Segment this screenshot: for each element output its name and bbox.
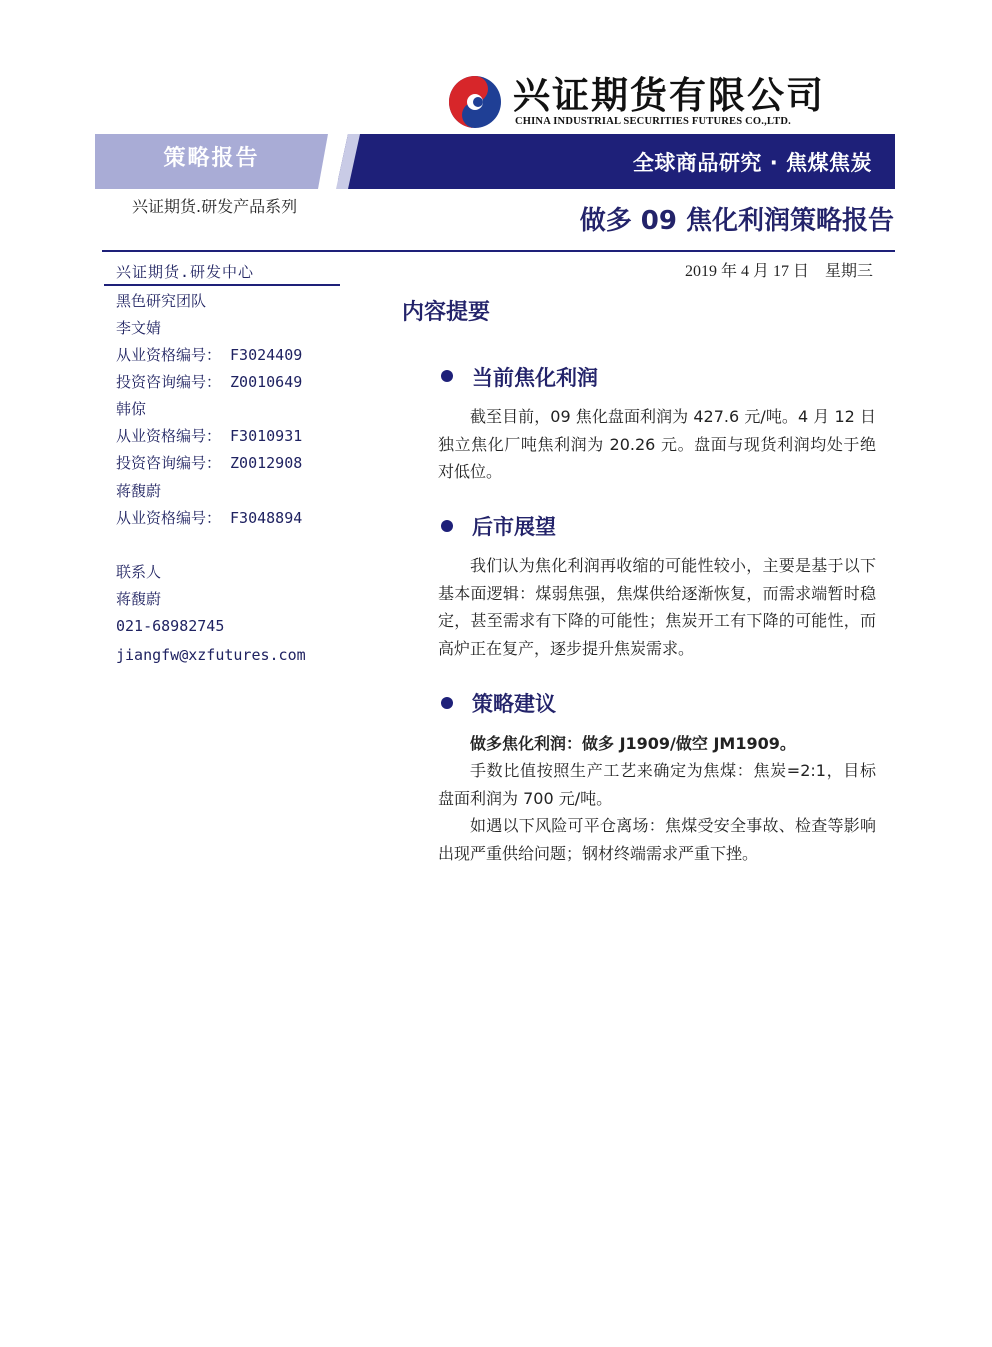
company-name-en: CHINA INDUSTRIAL SECURITIES FUTURES CO.,LTD.: [515, 116, 791, 127]
bullet-icon: [441, 520, 453, 532]
section-title-strategy: 策略建议: [472, 692, 556, 716]
report-category: 全球商品研究 · 焦煤焦炭: [632, 151, 872, 175]
company-logo-icon: [447, 74, 503, 130]
bullet-icon: [441, 370, 453, 382]
sidebar-analyst-name: 韩倞: [116, 400, 147, 418]
sidebar-analyst-name: 李文婧: [116, 319, 162, 337]
sidebar-license: 从业资格编号： F3048894: [116, 509, 303, 527]
section-title-current-profit: 当前焦化利润: [472, 366, 598, 390]
sidebar-contact-phone: 021-68982745: [116, 617, 225, 635]
section-title-outlook: 后市展望: [472, 515, 556, 539]
sidebar-license: 从业资格编号： F3010931: [116, 427, 303, 445]
sidebar-contact-email[interactable]: jiangfw@xzfutures.com: [116, 646, 306, 664]
sidebar-license: 投资咨询编号： Z0010649: [116, 373, 303, 391]
company-name-cn: 兴证期货有限公司: [513, 74, 825, 117]
header-divider: [102, 250, 895, 252]
document-title: 做多 09 焦化利润策略报告: [579, 206, 894, 236]
sidebar-org: 兴证期货.研发中心: [116, 263, 255, 281]
summary-title: 内容提要: [402, 300, 491, 325]
sidebar-license: 投资咨询编号： Z0012908: [116, 454, 303, 472]
report-type-label: 策略报告: [163, 146, 260, 171]
sidebar-license: 从业资格编号： F3024409: [116, 346, 303, 364]
sidebar-analyst-name: 蒋馥蔚: [116, 482, 162, 500]
bullet-icon: [441, 697, 453, 709]
section-paragraph: 我们认为焦化利润再收缩的可能性较小，主要是基于以下基本面逻辑：煤弱焦强，焦煤供给逐渐恢复，而需求端暂时稳定，甚至需求有下降的可能性；焦炭开工有下降的可能性，而高炉正在复产，逐步提升焦炭需求。: [438, 556, 876, 658]
section-paragraph: 截至目前，09 焦化盘面利润为 427.6 元/吨。4 月 12 日独立焦化厂吨焦利润为 20.26 元。盘面与现货利润均处于绝对低位。: [438, 407, 876, 481]
sidebar-contact-name: 蒋馥蔚: [116, 590, 162, 608]
product-series: 兴证期货.研发产品系列: [132, 197, 298, 216]
sidebar-divider: [104, 284, 340, 286]
sidebar-team: 黑色研究团队: [116, 292, 207, 310]
section-paragraph: 如遇以下风险可平仓离场：焦煤受安全事故、检查等影响出现严重供给问题；钢材终端需求严重下挫。: [438, 816, 876, 863]
section-paragraph: 手数比值按照生产工艺来确定为焦煤：焦炭=2:1，目标盘面利润为 700 元/吨。: [438, 761, 876, 808]
report-date: 2019 年 4 月 17 日 星期三: [684, 263, 873, 280]
sidebar-contact-label: 联系人: [116, 563, 162, 581]
strategy-recommendation: 做多焦化利润：做多 J1909/做空 JM1909。: [470, 734, 796, 753]
